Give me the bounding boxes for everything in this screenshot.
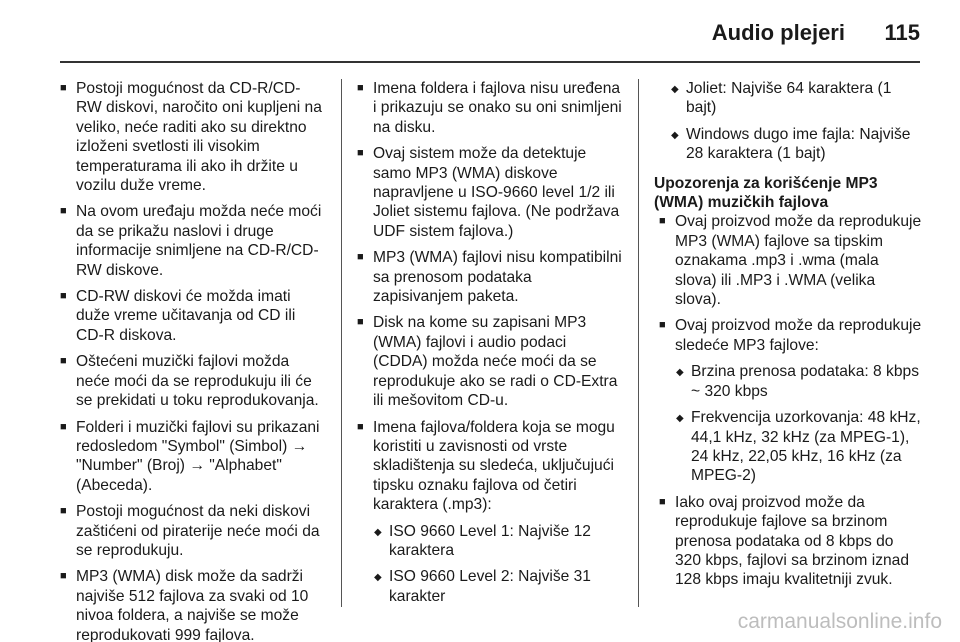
sub-list-item: ◆ Windows dugo ime fajla: Najviše 28 karaktera (1 bajt) [670,125,922,164]
list-item: ■ MP3 (WMA) fajlovi nisu kompatibilni sa prenosom podataka zapisivanjem paketa. [357,248,624,306]
bullet-list [659,212,922,589]
page-number: 115 [884,20,920,45]
list-item: ■ Postoji mogućnost da CD-R/CD-RW diskovi, naročito oni kupljeni na veliko, neće raditi ako su direktno izloženi svetlosti ili visokim temperaturama ili ako ih držite u vozilu duže vreme. [60,79,326,195]
list-item-text: Ovaj proizvod može da reprodukuje sledeće MP3 fajlove: [675,317,922,354]
list-item: ■ MP3 (WMA) disk može da sadrži najviše 512 fajlova za svaki od 10 nivoa foldera, a najviše se može reprodukovati 999 fajlova. [60,567,326,642]
column-divider-1 [341,79,342,607]
column-2 [357,79,624,613]
section-heading: Upozorenja za korišćenje MP3 (WMA) muzičkih fajlova [654,174,878,212]
list-item-text: Imena fajlova/foldera koja se mogu koristiti u zavisnosti od vrste skladištenja su sledeća, uključujući tipsku oznaku fajlova od četiri karaktera (.mp3): [373,418,615,514]
list-item: ■ Oštećeni muzički fajlovi možda neće moći da se reprodukuju ili će se prekidati u toku reprodukovanja. [60,352,326,410]
list-item: ■ Na ovom uređaju možda neće moći da se prikažu naslovi i druge informacije snimljene na CD-R/CD-RW diskove. [60,202,326,280]
list-item-with-sublist [659,316,922,485]
sub-list [675,362,922,485]
sub-list-item: ◆ ISO 9660 Level 2: Najviše 31 karakter [373,567,624,606]
bullet-list [60,79,326,642]
sub-list-continued [670,79,922,164]
watermark: carmanualsonline.info [737,610,942,633]
list-item: ■ Folderi i muzički fajlovi su prikazani redosledom "Symbol" (Simbol) → "Number" (Broj) → "Alphabet" (Abeceda). [60,418,326,496]
sub-list [373,522,624,607]
column-divider-2 [638,79,639,607]
list-item: ■ Iako ovaj proizvod može da reprodukuje fajlove sa brzinom prenosa podataka od 8 kbps do 320 kbps, fajlovi sa brzinom iznad 128 kbps imaju kvalitetniji zvuk. [659,493,922,590]
column-3 [654,79,922,597]
sub-list-item: ◆ Frekvencija uzorkovanja: 48 kHz, 44,1 kHz, 32 kHz (za MPEG-1), 24 kHz, 22,05 kHz, 16 kHz (za MPEG-2) [675,408,922,486]
page-title: Audio plejeri [711,20,845,45]
list-item: ■ Ovaj sistem može da detektuje samo MP3 (WMA) diskove napravljene u ISO-9660 level 1/2 ili Joliet sistemu fajlova. (Ne podržava UDF sistem fajlova.) [357,144,624,241]
list-item: ■ CD-RW diskovi će možda imati duže vreme učitavanja od CD ili CD-R diskova. [60,287,326,345]
header-rule [60,61,920,63]
page-header [0,0,960,60]
sub-list-item: ◆ Brzina prenosa podataka: 8 kbps ~ 320 kbps [675,362,922,401]
list-item: ■ Ovaj proizvod može da reprodukuje MP3 (WMA) fajlove sa tipskim oznakama .mp3 i .wma (mala slova) ili .MP3 i .WMA (velika slova). [659,212,922,309]
bullet-list [357,79,624,606]
list-item: ■ Postoji mogućnost da neki diskovi zaštićeni od piraterije neće moći da se reprodukuju. [60,502,326,560]
sub-list-item: ◆ ISO 9660 Level 1: Najviše 12 karaktera [373,522,624,561]
list-item-with-sublist [357,418,624,607]
list-item: ■ Imena foldera i fajlova nisu uređena i prikazuju se onako su oni snimljeni na disku. [357,79,624,137]
column-1 [60,79,326,642]
sub-list-item: ◆ Joliet: Najviše 64 karaktera (1 bajt) [670,79,922,118]
list-item: ■ Disk na kome su zapisani MP3 (WMA) fajlovi i audio podaci (CDDA) možda neće moći da se reprodukuje ako se radi o CD-Extra ili mešovitom CD-u. [357,313,624,410]
